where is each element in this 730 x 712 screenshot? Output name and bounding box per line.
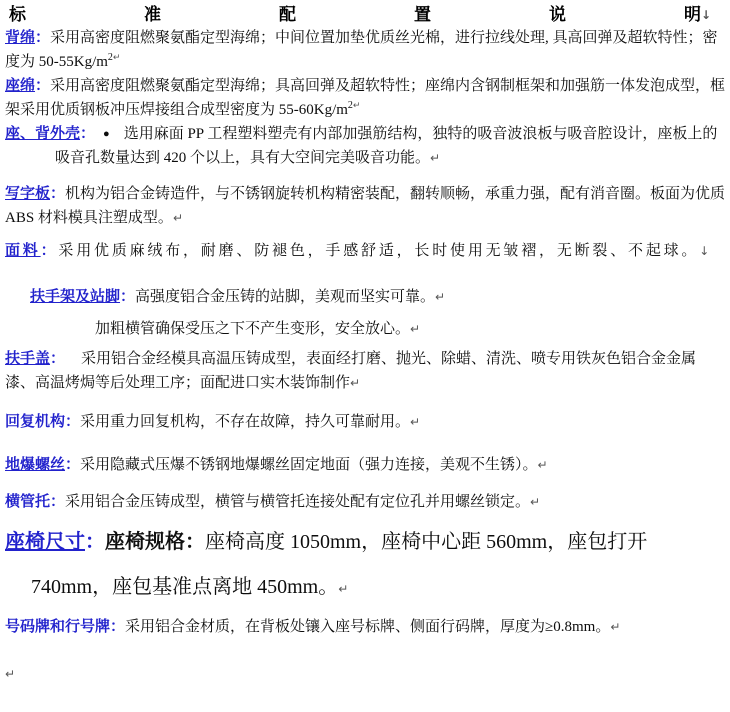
- title-char: 标: [9, 5, 26, 24]
- item-text: 高强度铝合金压铸的站脚，美观而坚实可靠。: [135, 289, 436, 305]
- item-text: 采用重力回复机构，不存在故障，持久可靠耐用。: [80, 414, 411, 430]
- item-label: 座绵: [5, 78, 36, 94]
- item-text: 采用高密度阻燃聚氨酯定型海绵；中间位置加垫优质丝光棉，进行拉线处理, 具高回弹及超软特性；密度为 50-55Kg/m: [5, 30, 718, 70]
- item-colon: ：: [40, 243, 59, 259]
- bullet-icon: ●: [103, 128, 110, 140]
- empty-paragraph: [5, 662, 726, 686]
- paragraph-mark: ↵: [435, 290, 446, 304]
- item-label: 座、背外壳: [5, 126, 81, 142]
- spec-item-seat-foam: [5, 74, 726, 122]
- superscript: [348, 100, 361, 111]
- spec-item-armrest-cover: [5, 347, 726, 395]
- superscript: [108, 52, 121, 63]
- paragraph-mark: ↵: [610, 620, 621, 634]
- item-colon: ：: [85, 531, 105, 553]
- paragraph-mark: ↵: [410, 322, 421, 336]
- item-colon: ：: [65, 457, 81, 473]
- title-char: 准: [144, 5, 161, 24]
- spec-item-number-plates: [5, 615, 726, 639]
- spec-item-back-foam: [5, 26, 726, 74]
- item-subheading: 座椅规格：: [105, 531, 205, 553]
- item-label: 扶手架及站脚: [30, 289, 121, 305]
- spec-item-return-mechanism: [5, 410, 726, 434]
- doc-title: [5, 4, 726, 26]
- item-text: 采用优质麻绒布，耐磨、防褪色，手感舒适，长时使用无皱褶，无断裂、不起球。: [58, 243, 700, 259]
- item-text: 机构为铝合金铸造件，与不锈钢旋转机构精密装配，翻转顺畅，承重力强，配有消音圈。板面为优质 ABS 材料模具注塑成型。: [5, 186, 726, 226]
- item-text: 选用麻面 PP 工程塑料塑壳有内部加强筋结构，独特的吸音波浪板与吸音腔设计，座板上的吸音孔数量达到 420 个以上，具有大空间完美吸音功能。: [55, 126, 718, 166]
- superscript-digit: 2: [347, 100, 353, 111]
- paragraph-mark: ↵: [112, 53, 121, 63]
- doc-title-text: [5, 4, 701, 26]
- item-text: 采用铝合金压铸成型，横管与横管托连接处配有定位孔并用螺丝锁定。: [65, 494, 531, 510]
- item-colon: ：: [120, 289, 136, 305]
- item-text: 采用铝合金经模具高温压铸成型，表面经打磨、抛光、除蜡、清洗、喷专用铁灰色铝合金金属漆、高温烤焗等后处理工序；面配进口实木装饰制作: [5, 351, 697, 391]
- item-colon: ：: [65, 414, 81, 430]
- item-colon: ：: [35, 30, 51, 46]
- item-text: 采用铝合金材质，在背板处镶入座号标牌、侧面行码牌，厚度为≥0.8mm。: [125, 619, 611, 635]
- item-text: 座椅高度 1050mm，座椅中心距 560mm，座包打开 740mm，座包基准点离地 450mm。: [31, 531, 648, 598]
- title-char: 置: [414, 5, 431, 24]
- item-label: 背绵: [5, 30, 36, 46]
- paragraph-mark: ↵: [430, 151, 441, 165]
- item-label: 写字板: [5, 186, 51, 202]
- spec-item-anchor-bolt: [5, 453, 726, 477]
- item-label: 扶手盖: [5, 351, 51, 367]
- item-label: 号码牌和行号牌: [5, 619, 111, 635]
- paragraph-mark: ↵: [350, 376, 361, 390]
- item-label: 地爆螺丝: [5, 457, 66, 473]
- line-break-mark: ↓: [701, 8, 712, 22]
- paragraph-mark: ↵: [537, 458, 548, 472]
- paragraph-mark: ↵: [530, 495, 541, 509]
- paragraph-mark: ↵: [5, 667, 16, 681]
- paragraph-mark: ↵: [410, 415, 421, 429]
- spec-item-thick-tube: [95, 317, 726, 341]
- item-colon: ：: [50, 494, 66, 510]
- item-text: 采用高密度阻燃聚氨酯定型海绵；具高回弹及超软特性；座绵内含钢制框架和加强筋一体发泡成型，框架采用优质钢板冲压焊接组合成型密度为 55-60Kg/m: [5, 78, 726, 118]
- paragraph-mark: ↵: [338, 582, 349, 596]
- item-colon: ：: [50, 351, 66, 367]
- item-colon: ：: [110, 619, 126, 635]
- spec-item-shell: [5, 122, 726, 170]
- item-label: 面料: [5, 243, 41, 259]
- item-label: 座椅尺寸: [5, 531, 85, 553]
- item-colon: ：: [50, 186, 66, 202]
- item-colon: ：: [80, 126, 96, 142]
- title-char: 配: [279, 5, 296, 24]
- spec-item-seat-dimensions: [5, 520, 726, 612]
- item-label: 回复机构: [5, 414, 66, 430]
- line-break-mark: ↓: [699, 244, 713, 258]
- spec-item-writing-board: [5, 182, 726, 230]
- item-text: 采用隐藏式压爆不锈钢地爆螺丝固定地面（强力连接，美观不生锈）。: [80, 457, 538, 473]
- item-label: 横管托: [5, 494, 51, 510]
- spec-item-armrest-frame: [30, 285, 726, 309]
- title-char: 说: [549, 5, 566, 24]
- paragraph-mark: ↵: [352, 101, 361, 111]
- spec-item-tube-bracket: [5, 490, 726, 514]
- title-char: 明: [684, 5, 701, 24]
- spec-item-fabric: [5, 239, 726, 263]
- item-text: 加粗横管确保受压之下不产生变形，安全放心。: [95, 321, 411, 337]
- superscript-digit: 2: [107, 52, 113, 63]
- item-colon: ：: [35, 78, 51, 94]
- paragraph-mark: ↵: [172, 211, 183, 225]
